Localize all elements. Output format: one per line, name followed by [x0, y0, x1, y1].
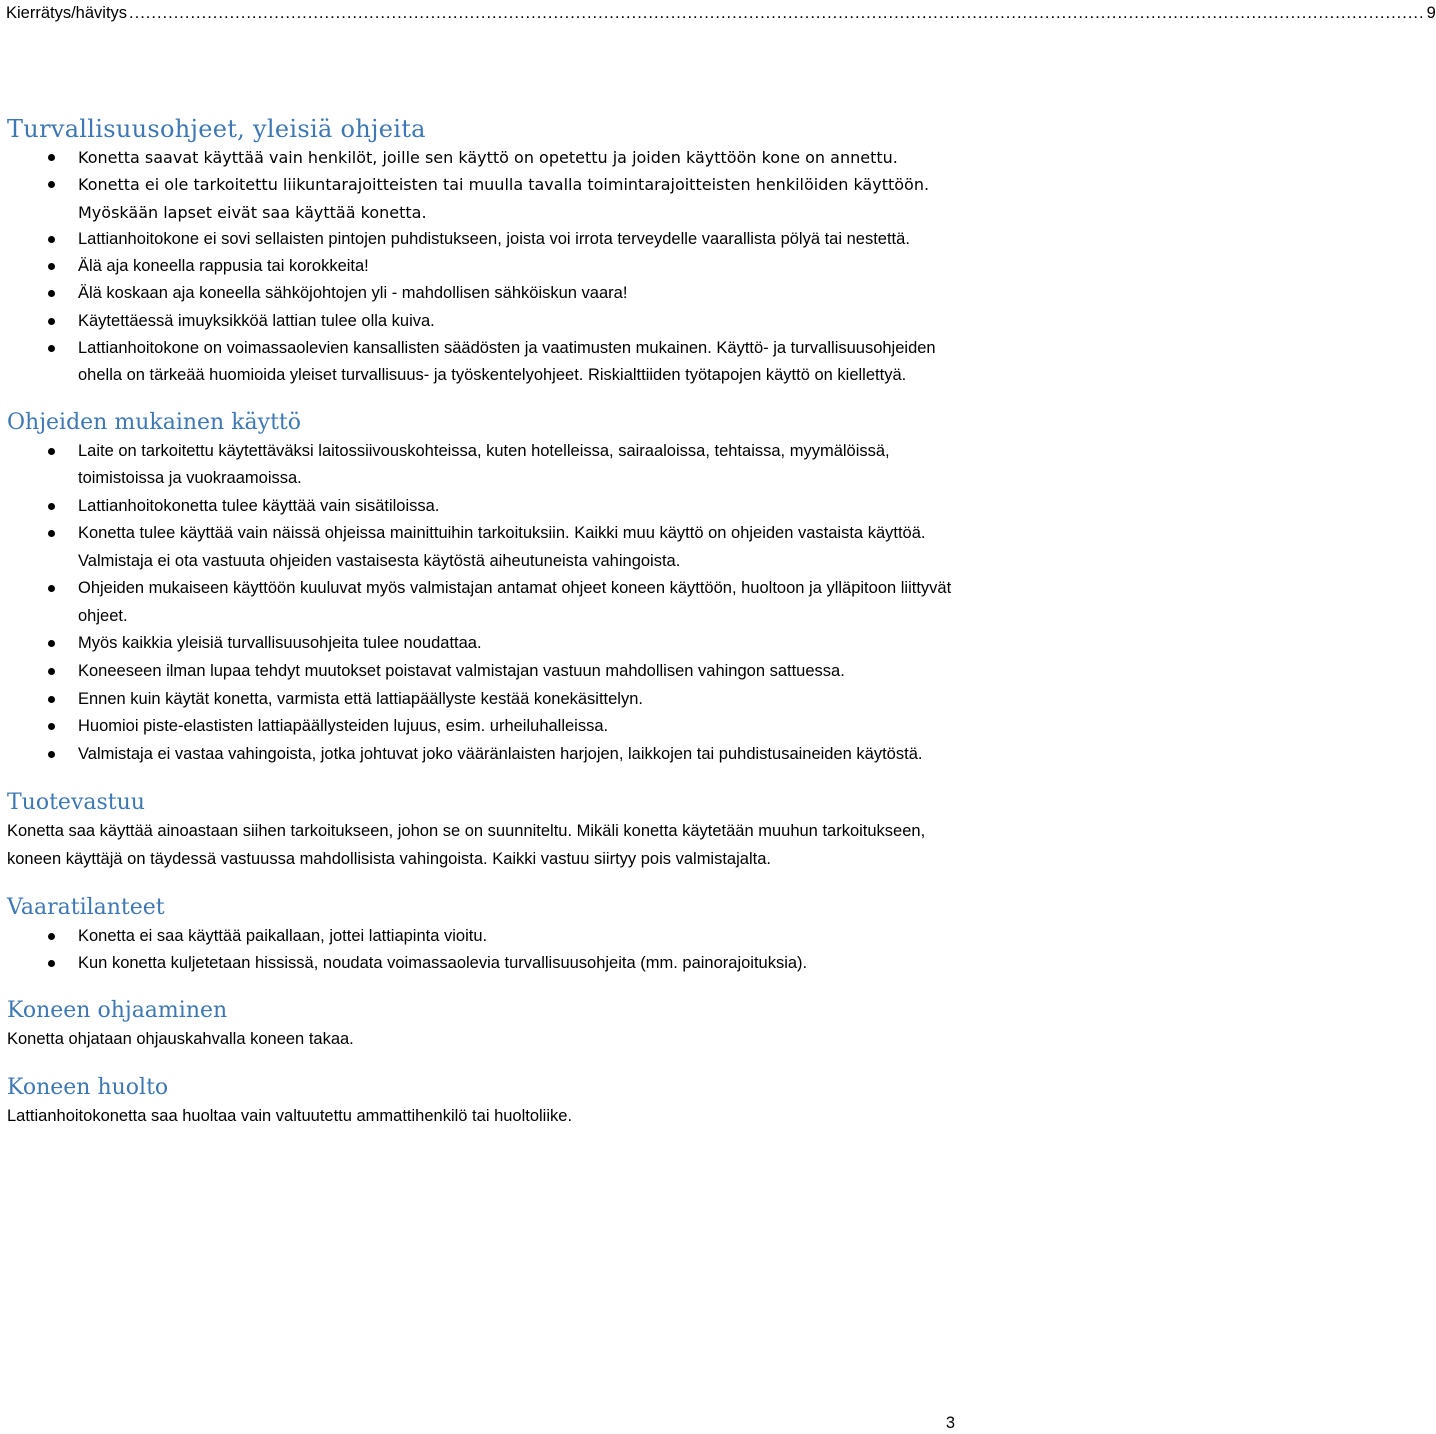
section-heading-maintenance: Koneen huolto	[7, 1074, 169, 1100]
section-hazards	[7, 893, 955, 978]
list-item: Myös kaikkia yleisiä turvallisuusohjeita tulee noudattaa.	[7, 630, 955, 657]
usage-list	[7, 438, 955, 769]
list-item: Lattianhoitokonetta tulee käyttää vain sisätiloissa.	[7, 493, 955, 520]
list-item: Älä koskaan aja koneella sähköjohtojen yli - mahdollisen sähköiskun vaara!	[7, 280, 955, 307]
safety-list	[7, 144, 955, 226]
list-item: Ohjeiden mukaiseen käyttöön kuuluvat myös valmistajan antamat ohjeet koneen käyttöön, huoltoon ja ylläpitoon liittyvät ohjeet.	[7, 575, 955, 630]
list-item: Konetta tulee käyttää vain näissä ohjeissa mainittuihin tarkoituksiin. Kaikki muu käyttö on ohjeiden vastaista käyttöä. Valmistaja ei ota vastuuta ohjeiden vastaisesta käytöstä aiheutuneista vahingoista.	[7, 520, 955, 575]
list-item: Huomioi piste-elastisten lattiapäällysteiden lujuus, esim. urheiluhalleissa.	[7, 713, 955, 740]
steering-paragraph: Konetta ohjataan ohjauskahvalla koneen takaa.	[7, 1029, 354, 1048]
section-safety	[7, 114, 955, 390]
section-usage	[7, 408, 955, 769]
toc-entry-page: 9	[1426, 4, 1436, 22]
safety-list-continued	[7, 226, 955, 390]
document-content	[7, 114, 955, 1130]
liability-paragraph: Konetta saa käyttää ainoastaan siihen tarkoitukseen, johon se on suunniteltu. Mikäli konetta käytetään muuhun tarkoitukseen, koneen käyttäjä on täydessä vastuussa mahdollisista vahingoista. Kaikki vastuu siirtyy pois valmistajalta.	[7, 822, 926, 868]
section-heading-liability: Tuotevastuu	[7, 790, 145, 816]
list-item: Älä aja koneella rappusia tai korokkeita!	[7, 253, 955, 280]
list-item: Koneeseen ilman lupaa tehdyt muutokset poistavat valmistajan vastuun mahdollisen vahingon sattuessa.	[7, 658, 955, 685]
toc-leader-dots: ........................................................................................................................................................................................................................................	[129, 4, 1425, 22]
section-heading-usage: Ohjeiden mukainen käyttö	[7, 409, 302, 435]
section-heading-steering: Koneen ohjaaminen	[7, 997, 228, 1023]
list-item: Laite on tarkoitettu käytettäväksi laitossiivouskohteissa, kuten hotelleissa, sairaaloissa, tehtaissa, myymälöissä, toimistoissa ja vuokraamoissa.	[7, 438, 955, 493]
hazards-list	[7, 923, 955, 978]
section-liability	[7, 788, 955, 873]
page-number: 3	[945, 1414, 955, 1432]
list-item: Konetta ei ole tarkoitettu liikuntarajoitteisten tai muulla tavalla toimintarajoitteisten henkilöiden käyttöön. Myöskään lapset eivät saa käyttää konetta.	[7, 171, 955, 226]
section-heading-hazards: Vaaratilanteet	[7, 894, 165, 920]
list-item: Konetta ei saa käyttää paikallaan, jottei lattiapinta vioitu.	[7, 923, 955, 950]
list-item: Lattianhoitokone ei sovi sellaisten pintojen puhdistukseen, joista voi irrota terveydelle vaarallista pölyä tai nestettä.	[7, 226, 955, 253]
maintenance-paragraph: Lattianhoitokonetta saa huoltaa vain valtuutettu ammattihenkilö tai huoltoliike.	[7, 1106, 573, 1125]
section-steering	[7, 996, 955, 1053]
toc-entry[interactable]	[6, 2, 1436, 24]
section-maintenance	[7, 1073, 955, 1130]
list-item: Ennen kuin käytät konetta, varmista että lattiapäällyste kestää konekäsittelyn.	[7, 686, 955, 713]
section-heading-safety: Turvallisuusohjeet, yleisiä ohjeita	[7, 115, 426, 143]
list-item: Konetta saavat käyttää vain henkilöt, joille sen käyttö on opetettu ja joiden käyttöön kone on annettu.	[7, 144, 955, 171]
list-item: Lattianhoitokone on voimassaolevien kansallisten säädösten ja vaatimusten mukainen. Käyttö- ja turvallisuusohjeiden ohella on tärkeää huomioida yleiset turvallisuus- ja työskentelyohjeet. Riskialttiiden työtapojen käyttö on kiellettyä.	[7, 335, 955, 390]
list-item: Valmistaja ei vastaa vahingoista, jotka johtuvat joko vääränlaisten harjojen, laikkojen tai puhdistusaineiden käytöstä.	[7, 741, 955, 768]
list-item: Käytettäessä imuyksikköä lattian tulee olla kuiva.	[7, 308, 955, 335]
list-item: Kun konetta kuljetetaan hississä, noudata voimassaolevia turvallisuusohjeita (mm. painorajoituksia).	[7, 950, 955, 977]
toc-entry-title: Kierrätys/hävitys	[6, 4, 128, 22]
